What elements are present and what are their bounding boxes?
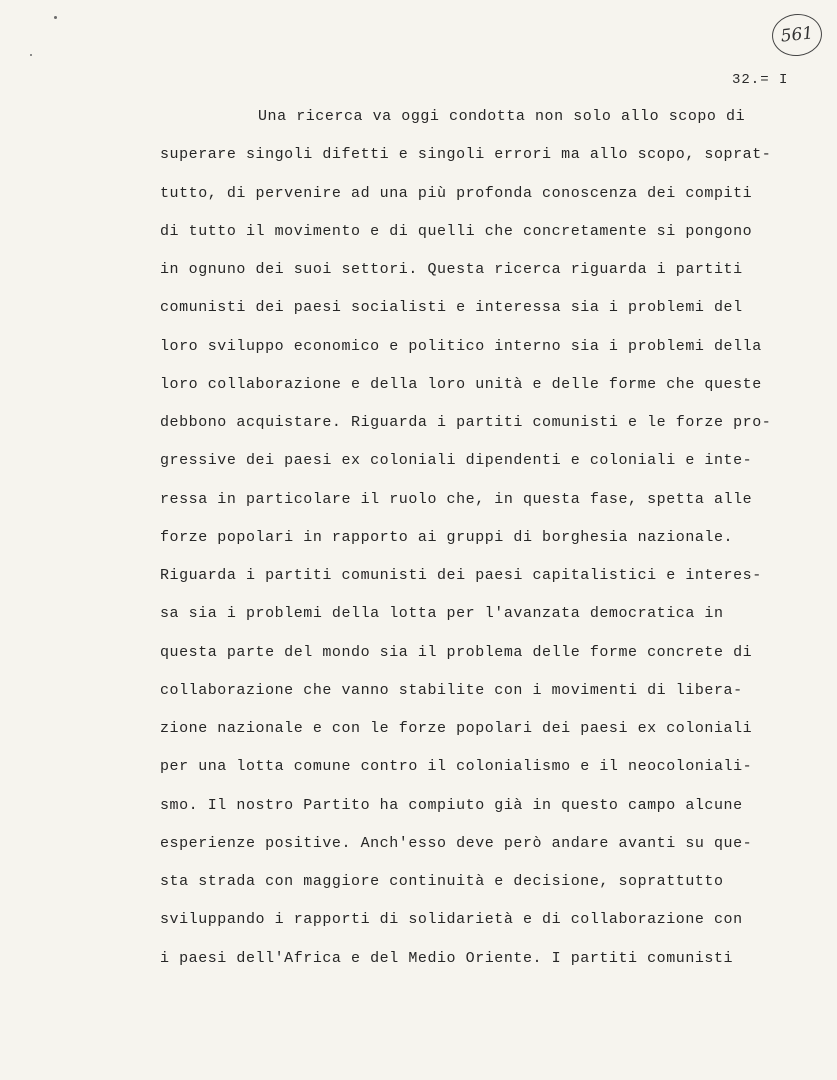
page-stamp: 561 (770, 12, 824, 59)
body-text (160, 106, 800, 986)
text-line: esperienze positive. Anch'esso deve però andare avanti su que- (160, 834, 753, 852)
paper-speck (54, 16, 57, 19)
text-line: Una ricerca va oggi condotta non solo allo scopo di (258, 108, 746, 125)
text-line: questa parte del mondo sia il problema delle forme concrete di (160, 643, 753, 661)
text-line: forze popolari in rapporto ai gruppi di borghesia nazionale. (160, 528, 734, 546)
paper-speck (30, 54, 32, 56)
text-line: Riguarda i partiti comunisti dei paesi capitalistici e interes- (160, 567, 762, 584)
text-line: in ognuno dei suoi settori. Questa ricerca riguarda i partiti (160, 261, 743, 278)
text-line: debbono acquistare. Riguarda i partiti comunisti e le forze pro- (160, 414, 772, 431)
text-line: per una lotta comune contro il colonialismo e il neocoloniali- (160, 758, 753, 776)
page-number: 32.= I (732, 72, 789, 88)
text-line: sa sia i problemi della lotta per l'avanzata democratica in (160, 605, 724, 623)
text-line: zione nazionale e con le forze popolari dei paesi ex coloniali (160, 720, 753, 737)
text-line: smo. Il nostro Partito ha compiuto già in questo campo alcune (160, 796, 743, 814)
text-line: superare singoli difetti e singoli errori ma allo scopo, soprat- (160, 146, 772, 164)
text-line: gressive dei paesi ex coloniali dipendenti e coloniali e inte- (160, 452, 753, 470)
text-line: loro sviluppo economico e politico interno sia i problemi della (160, 337, 762, 355)
text-line: sviluppando i rapporti di solidarietà e di collaborazione con (160, 911, 743, 929)
text-line: sta strada con maggiore continuità e decisione, soprattutto (160, 873, 724, 890)
text-line: di tutto il movimento e di quelli che concretamente si pongono (160, 222, 753, 240)
text-line: i paesi dell'Africa e del Medio Oriente. I partiti comunisti (160, 949, 734, 967)
text-line: comunisti dei paesi socialisti e interessa sia i problemi del (160, 299, 743, 317)
text-line: ressa in particolare il ruolo che, in questa fase, spetta alle (160, 490, 753, 508)
text-line: collaborazione che vanno stabilite con i movimenti di libera- (160, 681, 743, 699)
text-line: tutto, di pervenire ad una più profonda conoscenza dei compiti (160, 184, 753, 202)
text-line: loro collaborazione e della loro unità e delle forme che queste (160, 375, 762, 393)
